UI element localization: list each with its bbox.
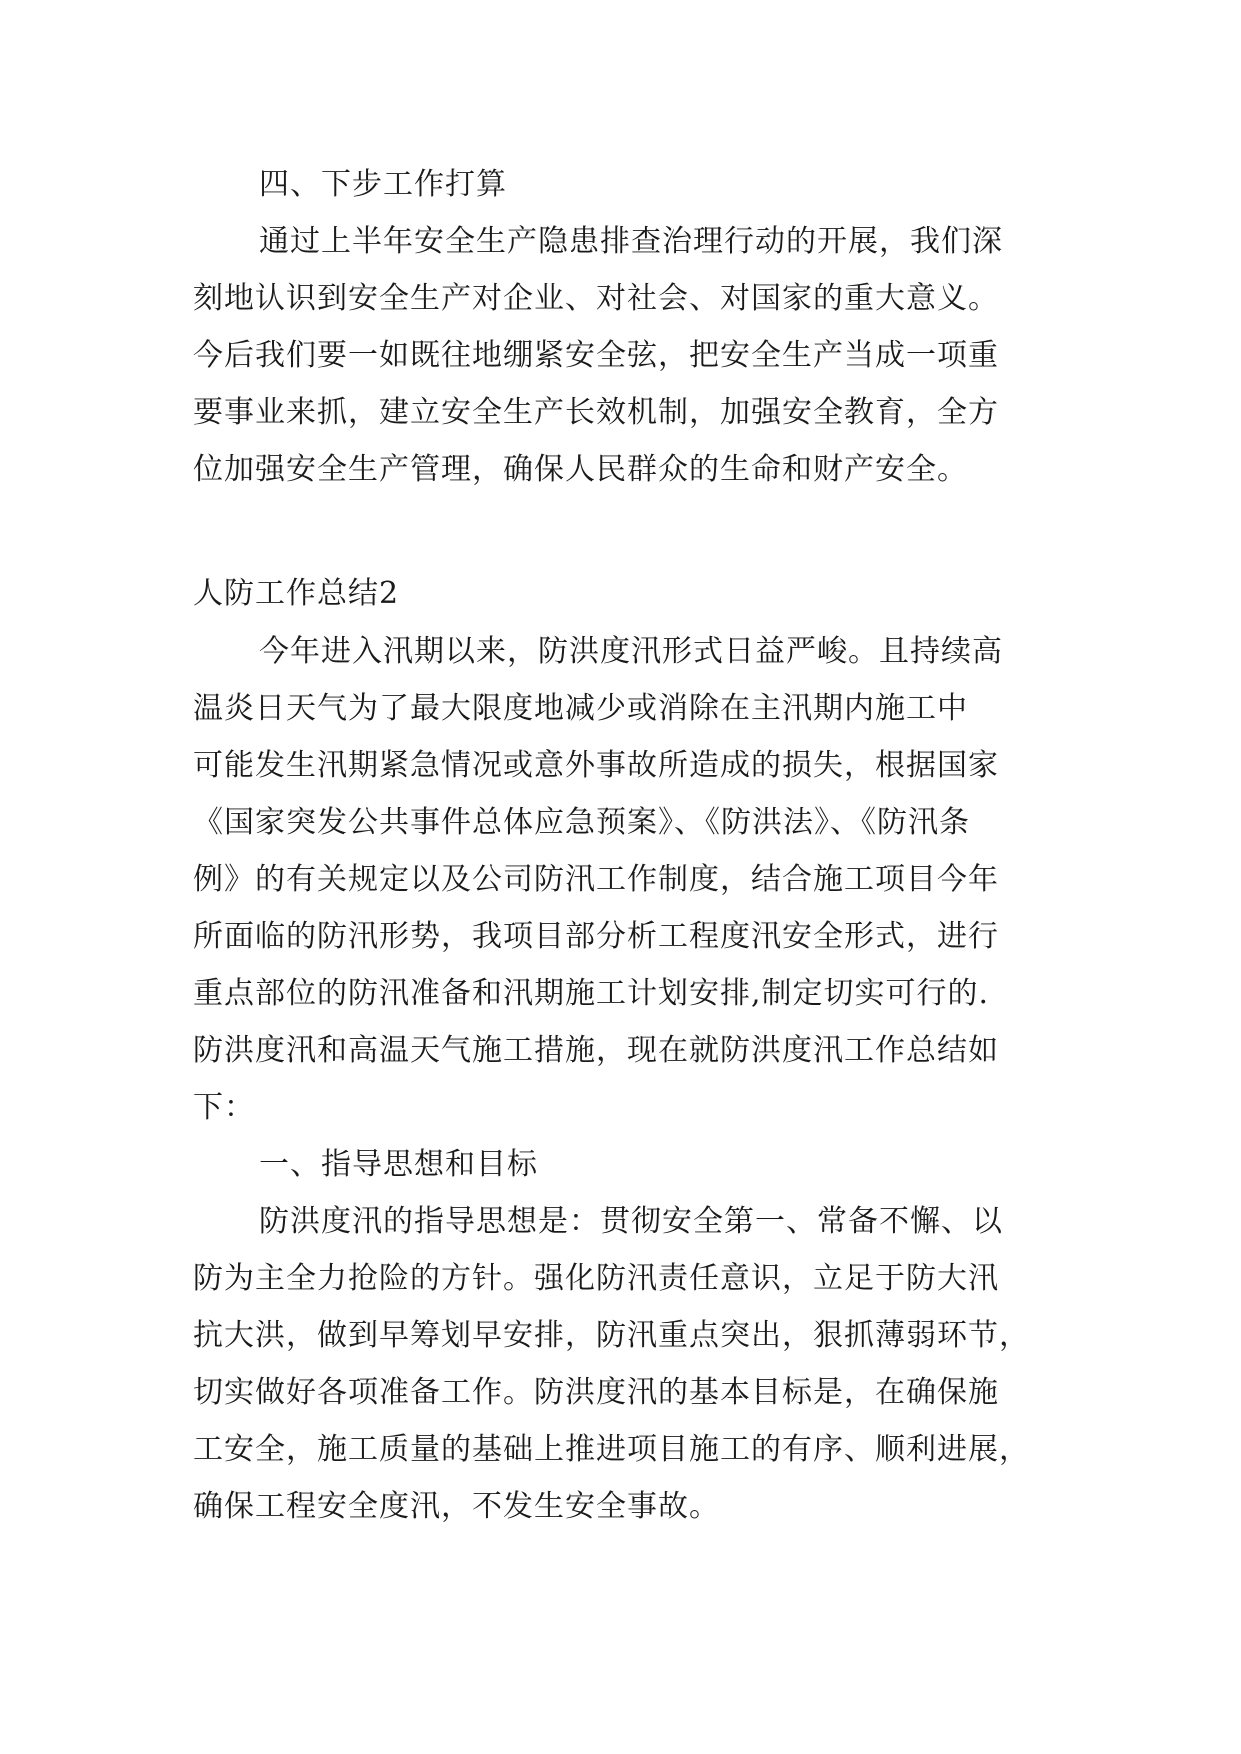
paragraph-line: 下： xyxy=(193,1090,255,1125)
paragraph-line: 刻地认识到安全生产对企业、对社会、对国家的重大意义。 xyxy=(193,281,999,316)
paragraph-line: 要事业来抓，建立安全生产长效机制，加强安全教育，全方 xyxy=(193,395,999,430)
paragraph-line: 通过上半年安全生产隐患排查治理行动的开展，我们深 xyxy=(259,224,1003,259)
paragraph-line: 防洪度汛和高温天气施工措施，现在就防洪度汛工作总结如 xyxy=(193,1033,999,1068)
paragraph-line: 位加强安全生产管理，确保人民群众的生命和财产安全。 xyxy=(193,452,968,487)
paragraph-line: 今后我们要一如既往地绷紧安全弦，把安全生产当成一项重 xyxy=(193,338,999,373)
paragraph-line: 温炎日天气为了最大限度地减少或消除在主汛期内施工中 xyxy=(193,691,968,726)
paragraph-line: 《国家突发公共事件总体应急预案》、《防洪法》、《防汛条 xyxy=(193,805,970,840)
section-heading: 四、下步工作打算 xyxy=(259,167,507,202)
paragraph-line: 工安全，施工质量的基础上推进项目施工的有序、顺利进展， xyxy=(193,1432,1030,1467)
paragraph-line: 所面临的防汛形势，我项目部分析工程度汛安全形式，进行 xyxy=(193,919,999,954)
paragraph-line: 可能发生汛期紧急情况或意外事故所造成的损失，根据国家 xyxy=(193,748,999,783)
paragraph-line: 例》的有关规定以及公司防汛工作制度，结合施工项目今年 xyxy=(193,862,999,897)
paragraph-line: 切实做好各项准备工作。防洪度汛的基本目标是，在确保施 xyxy=(193,1375,999,1410)
paragraph-line: 抗大洪，做到早筹划早安排，防汛重点突出，狠抓薄弱环节， xyxy=(193,1318,1030,1353)
paragraph-line: 确保工程安全度汛，不发生安全事故。 xyxy=(193,1489,720,1524)
paragraph-line: 重点部位的防汛准备和汛期施工计划安排,制定切实可行的. xyxy=(193,976,990,1011)
section-subheading: 一、指导思想和目标 xyxy=(259,1147,538,1182)
paragraph-line: 今年进入汛期以来，防洪度汛形式日益严峻。且持续高 xyxy=(259,634,1003,669)
document-title: 人防工作总结2 xyxy=(193,576,400,611)
paragraph-line: 防洪度汛的指导思想是：贯彻安全第一、常备不懈、以 xyxy=(259,1204,1003,1239)
paragraph-line: 防为主全力抢险的方针。强化防汛责任意识，立足于防大汛 xyxy=(193,1261,999,1296)
